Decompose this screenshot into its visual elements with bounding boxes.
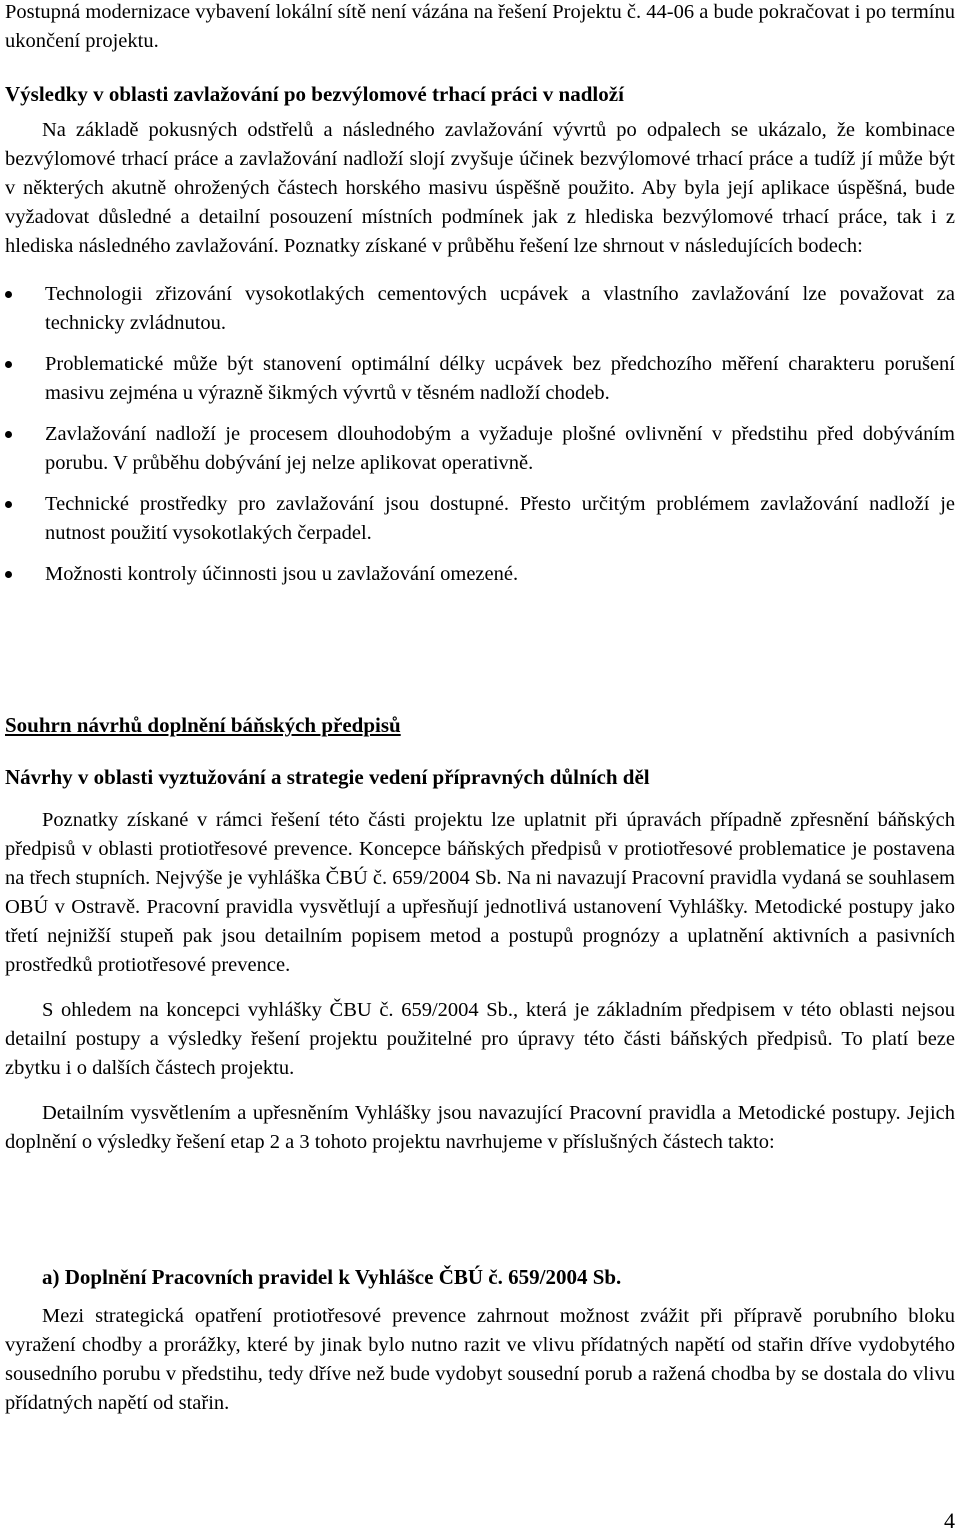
- list-item: Možnosti kontroly účinnosti jsou u zavlažování omezené.: [5, 560, 955, 589]
- bullet-icon: [5, 571, 12, 578]
- section-paragraph: Na základě pokusných odstřelů a následného zavlažování vývrtů po odpalech se ukázalo, že kombinace bezvýlomové trhací práce a zavlažování nadloží slojí zvyšuje účinek bezvýlomové trhací práce a tudíž jí může být v některých akutně ohrožených částech horského masivu úspěšně použito. Aby byla její aplikace úspěšná, bude vyžadovat důsledné a detailní posouzení místních podmínek jak z hlediska bezvýlomové trhací práce, tak i z hlediska následného zavlažování. Poznatky získané v průběhu řešení lze shrnout v následujících bodech:: [5, 119, 955, 257]
- section-irrigation-results: [5, 80, 955, 589]
- work-rules-paragraph: Mezi strategická opatření protiotřesové prevence zahrnout možnost zvážit při přípravě porubního bloku vyražení chodby a prorážky, které by jinak bylo nutno razit ve vlivu přídatných napětí od stařin dříve vydobytého sousedního porubu v předstihu, tedy dříve než bude vydobyt sousední porub a ražená chodba by se dostala do vlivu přídatných napětí od stařin.: [5, 1305, 955, 1414]
- list-item: Technické prostředky pro zavlažování jsou dostupné. Přesto určitým problémem zavlažování nadloží je nutnost použití vysokotlakých čerpadel.: [5, 490, 955, 548]
- summary-paragraph: Detailním vysvětlením a upřesněním Vyhlášky jsou navazující Pracovní pravidla a Metodické postupy. Jejich doplnění o výsledky řešení etap 2 a 3 tohoto projektu navrhujeme v příslušných částech takto:: [5, 1102, 955, 1153]
- list-item: Technologii zřizování vysokotlakých cementových ucpávek a vlastního zavlažování lze považovat za technicky zvládnutou.: [5, 280, 955, 338]
- summary-heading: Souhrn návrhů doplnění báňských předpisů: [5, 713, 401, 737]
- list-item: Problematické může být stanovení optimální délky ucpávek bez předchozího měření charakteru porušení masivu zejména u výrazně šikmých vývrtů v těsném nadloží chodeb.: [5, 350, 955, 408]
- summary-body: [5, 806, 955, 1157]
- summary-paragraph: Poznatky získané v rámci řešení této části projektu lze uplatnit při úpravách případně zpřesnění báňských předpisů v oblasti protiotřesové prevence. Koncepce báňských předpisů v protiotřesové problematice je postavena na třech stupních. Nejvýše je vyhláška ČBÚ č. 659/2004 Sb. Na ni navazují Pracovní pravidla vydaná se souhlasem OBÚ v Ostravě. Pracovní pravidla vysvětlují a upřesňují jednotlivá ustanovení Vyhlášky. Metodické postupy jako třetí nejnižší stupeň pak jsou detailním popisem metod a postupů prognózy a uplatnění aktivních a pasivních prostředků protiotřesové prevence.: [5, 809, 955, 976]
- findings-list: [5, 280, 955, 589]
- intro-paragraph: Postupná modernizace vybavení lokální sítě není vázána na řešení Projektu č. 44-06 a bude pokračovat i po termínu ukončení projektu.: [5, 1, 955, 52]
- work-rules-heading: a) Doplnění Pracovních pravidel k Vyhlášce ČBÚ č. 659/2004 Sb.: [42, 1265, 622, 1289]
- bullet-icon: [5, 291, 12, 298]
- bullet-icon: [5, 361, 12, 368]
- list-item: Zavlažování nadloží je procesem dlouhodobým a vyžaduje plošné ovlivnění v předstihu před dobýváním porubu. V průběhu dobývání jej nelze aplikovat operativně.: [5, 420, 955, 478]
- bullet-icon: [5, 501, 12, 508]
- section-heading: Výsledky v oblasti zavlažování po bezvýlomové trhací práci v nadloží: [5, 82, 624, 106]
- page-number: 4: [944, 1508, 955, 1533]
- summary-paragraph: S ohledem na koncepci vyhlášky ČBU č. 659/2004 Sb., která je základním předpisem v této oblasti nejsou detailní postupy a výsledky řešení projektu použitelné pro úpravy této části báňských předpisů. To platí beze zbytku i o dalších částech projektu.: [5, 999, 955, 1079]
- subsection-heading: Návrhy v oblasti vyztužování a strategie vedení přípravných důlních děl: [5, 765, 650, 789]
- bullet-icon: [5, 431, 12, 438]
